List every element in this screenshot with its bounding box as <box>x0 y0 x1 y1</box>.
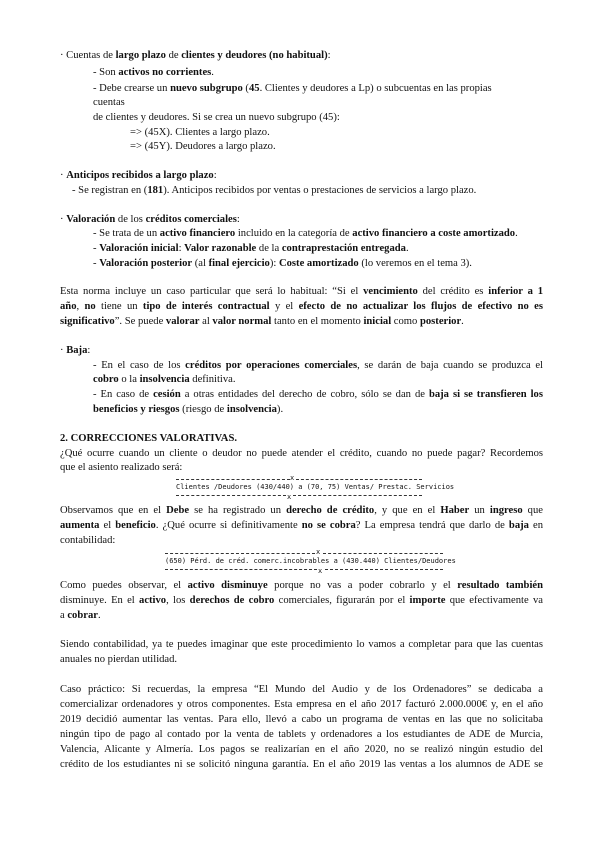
entry-divider <box>325 569 443 570</box>
line: - Se registran en (181). Anticipos recibidos por ventas o prestaciones de servicios a largo plazo. <box>72 185 477 196</box>
entry-divider <box>293 495 422 496</box>
journal-entry: Clientes /Deudores (430/440) a (70, 75) Ventas/ Prestac. Servicios <box>176 483 455 491</box>
paragraph-line: Caso práctico: Si recuerdas, la empresa “El Mundo del Audio y de los Ordenadores” se dedicaba a <box>60 684 543 695</box>
entry-divider <box>323 553 443 554</box>
entry-divider <box>296 479 422 480</box>
paragraph-line: Siendo contabilidad, ya te puedes imaginar que este procedimiento lo vamos a completar para que las cuentas <box>60 639 543 650</box>
line: - Son activos no corrientes. <box>93 67 214 78</box>
entry-x-mark: x <box>316 548 321 556</box>
line: cuentas <box>93 97 125 108</box>
entry-divider <box>176 495 286 496</box>
entry-divider <box>165 553 315 554</box>
paragraph-line: Valencia, Alicante y Almería. Los pagos se realizarían en el año 2020, no se realizó ningún estudio del <box>60 744 543 755</box>
line: - En el caso de los créditos por operaciones comerciales, se darán de baja cuando se produzca el <box>93 360 543 371</box>
line: de clientes y deudores. Si se crea un nuevo subgrupo (45): <box>93 112 340 123</box>
line: · Baja: <box>60 345 91 356</box>
paragraph-line: ningún tipo de pago al contado por la venta de tablets y ordenadores a los estudiantes de ADE de Murcia, <box>60 729 543 740</box>
paragraph-line: a cobrar. <box>60 610 101 621</box>
paragraph-line: año, no tiene un tipo de interés contractual y el efecto de no actualizar los flujos de efectivo no es <box>60 301 544 312</box>
paragraph-line: Como puedes observar, el activo disminuye porque no vas a poder cobrarlo y el resultado también <box>60 580 543 591</box>
paragraph-line: contabilidad: <box>60 535 116 546</box>
line: - Debe crearse un nuevo subgrupo (45. Clientes y deudores a Lp) o subcuentas en las propias <box>93 83 492 94</box>
line: · Cuentas de largo plazo de clientes y deudores (no habitual): <box>60 50 331 61</box>
line: beneficios y riesgos (riesgo de insolvencia). <box>93 404 284 415</box>
line: => (45X). Clientes a largo plazo. <box>130 127 270 138</box>
entry-x-mark: x <box>290 474 295 482</box>
entry-divider <box>165 569 317 570</box>
line: => (45Y). Deudores a largo plazo. <box>130 141 276 152</box>
paragraph-line: comercializar ordenadores y otros componentes. Esta empresa en el año 2017 facturó 2.000.000€ y, en el año <box>60 699 543 710</box>
line: · Anticipos recibidos a largo plazo: <box>60 170 217 181</box>
entry-x-mark: x <box>287 493 292 501</box>
journal-entry: (650) Pérd. de créd. comerc.incobrables a (430.440) Clientes/Deudores <box>165 557 456 565</box>
paragraph-line: anuales no pierdan utilidad. <box>60 654 178 665</box>
paragraph-line: Esta norma incluye un caso particular que será lo habitual: “Si el vencimiento del crédito es inferior a 1 <box>60 286 543 297</box>
paragraph-line: disminuye. En el activo, los derechos de cobro comerciales, figurarán por el importe que efectivamente va <box>60 595 543 606</box>
paragraph-line: significativo”. Se puede valorar al valor normal tanto en el momento inicial como posterior. <box>60 316 464 327</box>
paragraph-line: ¿Qué ocurre cuando un cliente o deudor no puede atender el crédito, cuando no puede pagar? Recordemos <box>60 448 543 459</box>
paragraph-line: aumenta el beneficio. ¿Qué ocurre si definitivamente no se cobra? La empresa tendrá que darlo de baja en <box>60 520 543 531</box>
line: - En caso de cesión a otras entidades del derecho de cobro, sólo se dan de baja si se transfieren los <box>93 389 543 400</box>
line: · Valoración de los créditos comerciales: <box>60 214 240 225</box>
paragraph-line: Observamos que en el Debe se ha registrado un derecho de crédito, y que en el Haber un ingreso que <box>60 505 543 516</box>
line: - Valoración posterior (al final ejercicio): Coste amortizado (lo veremos en el tema 3). <box>93 258 472 269</box>
section-heading: 2. CORRECCIONES VALORATIVAS. <box>60 433 237 444</box>
line: - Se trata de un activo financiero incluido en la categoría de activo financiero a coste amortizado. <box>93 228 518 239</box>
line: cobro o la insolvencia definitiva. <box>93 374 236 385</box>
entry-x-mark: x <box>318 567 323 575</box>
paragraph-line: 2019 decidió aumentar las ventas. Para ello, llevó a cabo un programa de ventas en las que no solicitaba <box>60 714 543 725</box>
entry-divider <box>176 479 290 480</box>
paragraph-line: que el asiento realizado será: <box>60 462 183 473</box>
paragraph-line: crédito de los estudiantes ni se solicitó ninguna garantía. En el año 2019 las ventas a los alumnos de ADE se <box>60 759 543 770</box>
line: - Valoración inicial: Valor razonable de la contraprestación entregada. <box>93 243 409 254</box>
